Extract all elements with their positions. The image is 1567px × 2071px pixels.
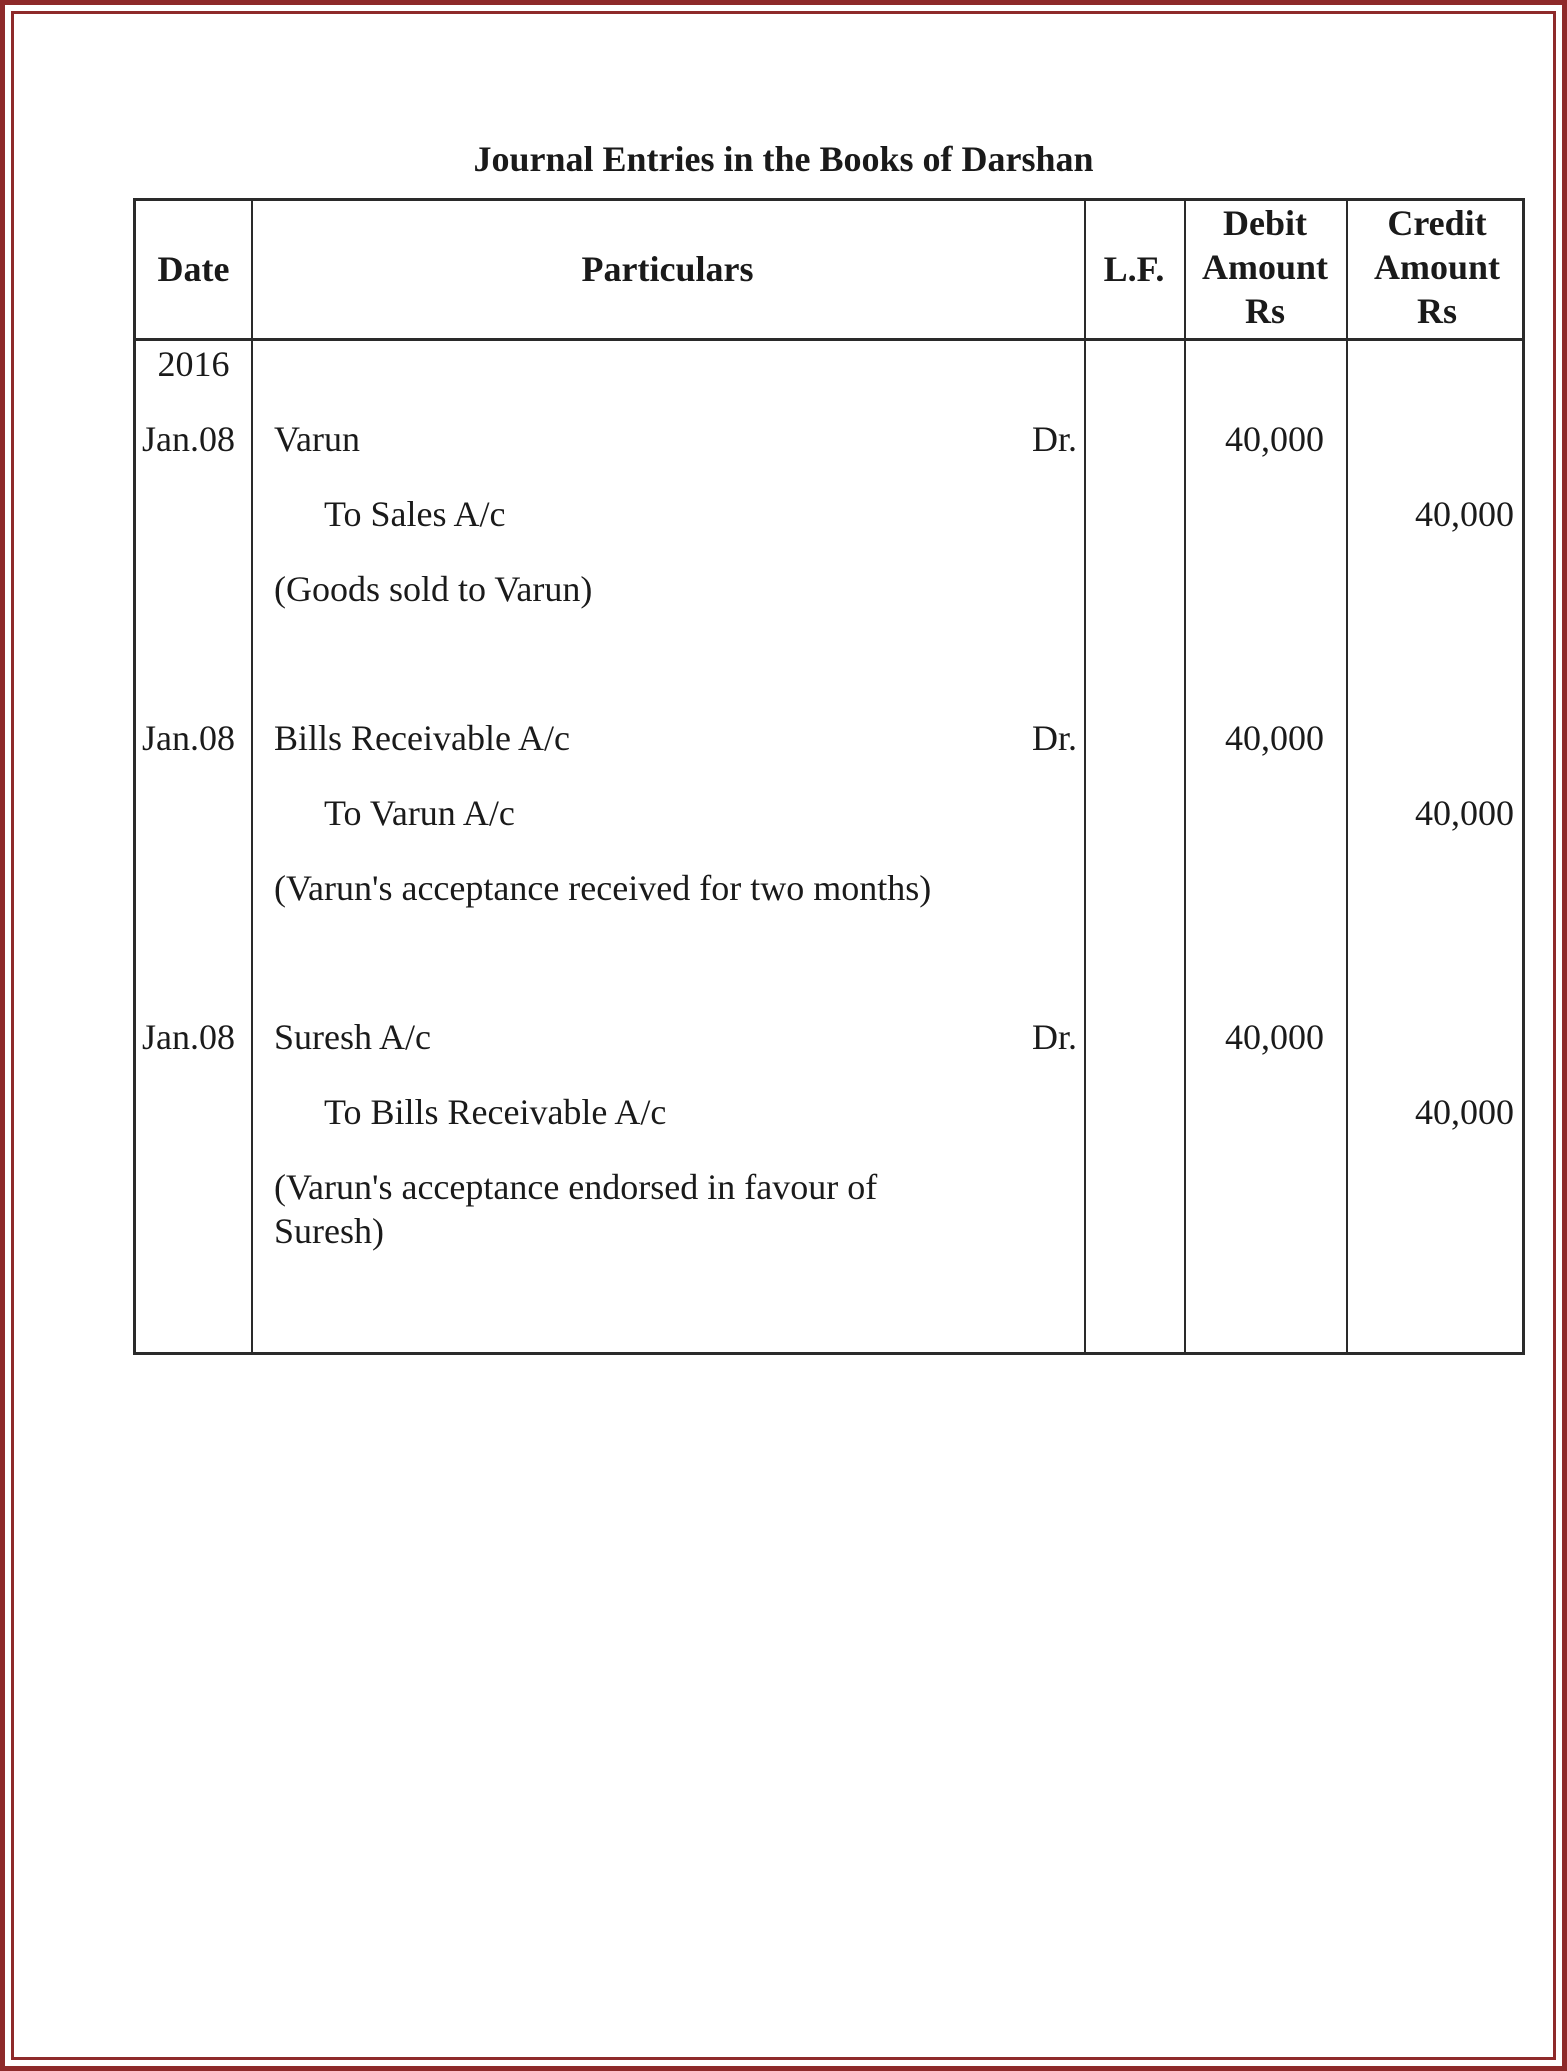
entry-1-date: Jan.08 (142, 419, 235, 459)
header-debit-line-2: Amount (1201, 247, 1329, 287)
entry-3-narration: (Varun's acceptance endorsed in favour of Suresh) (274, 1167, 878, 1251)
header-divider (136, 338, 1522, 341)
header-debit-line-1: Debit (1223, 203, 1307, 243)
entry-3-dr-label: Dr. (1032, 1017, 1077, 1057)
page-title: Journal Entries in the Books of Darshan (473, 139, 1094, 179)
entry-2-debit-account: Bills Receivable A/c (274, 718, 570, 758)
column-divider-particulars (1084, 201, 1086, 1352)
header-debit-line-3: Rs (1244, 291, 1285, 331)
column-divider-debit (1346, 201, 1348, 1352)
entry-2-dr-label: Dr. (1032, 718, 1077, 758)
header-credit-amount (1346, 201, 1528, 333)
entry-2-date: Jan.08 (142, 718, 235, 758)
header-credit-line-2: Amount (1373, 247, 1501, 287)
header-debit-amount (1184, 201, 1346, 333)
entry-3-credit-amount: 40,000 (1415, 1092, 1514, 1132)
header-lf: L.F. (1103, 249, 1165, 289)
entry-1-credit-account: To Sales A/c (324, 494, 506, 534)
column-divider-lf (1184, 201, 1186, 1352)
column-divider-date (251, 201, 253, 1352)
header-credit-line-1: Credit (1387, 203, 1487, 243)
journal-table (133, 198, 1525, 1355)
header-date: Date (157, 249, 230, 289)
entry-1-credit-amount: 40,000 (1415, 494, 1514, 534)
entry-3-credit-account: To Bills Receivable A/c (324, 1092, 667, 1132)
entry-2-credit-amount: 40,000 (1415, 793, 1514, 833)
entry-2-debit-amount: 40,000 (1225, 718, 1324, 758)
header-credit-line-3: Rs (1416, 291, 1457, 331)
entry-3-date: Jan.08 (142, 1017, 235, 1057)
entry-3-debit-account: Suresh A/c (274, 1017, 431, 1057)
entry-2-credit-account: To Varun A/c (324, 793, 515, 833)
entry-1-debit-account: Varun (274, 419, 360, 459)
entry-1-dr-label: Dr. (1032, 419, 1077, 459)
entry-2-narration: (Varun's acceptance received for two months) (274, 868, 932, 908)
entry-1-debit-amount: 40,000 (1225, 419, 1324, 459)
year-label: 2016 (157, 344, 230, 384)
header-particulars: Particulars (581, 249, 754, 289)
entry-3-debit-amount: 40,000 (1225, 1017, 1324, 1057)
entry-1-narration: (Goods sold to Varun) (274, 569, 593, 609)
